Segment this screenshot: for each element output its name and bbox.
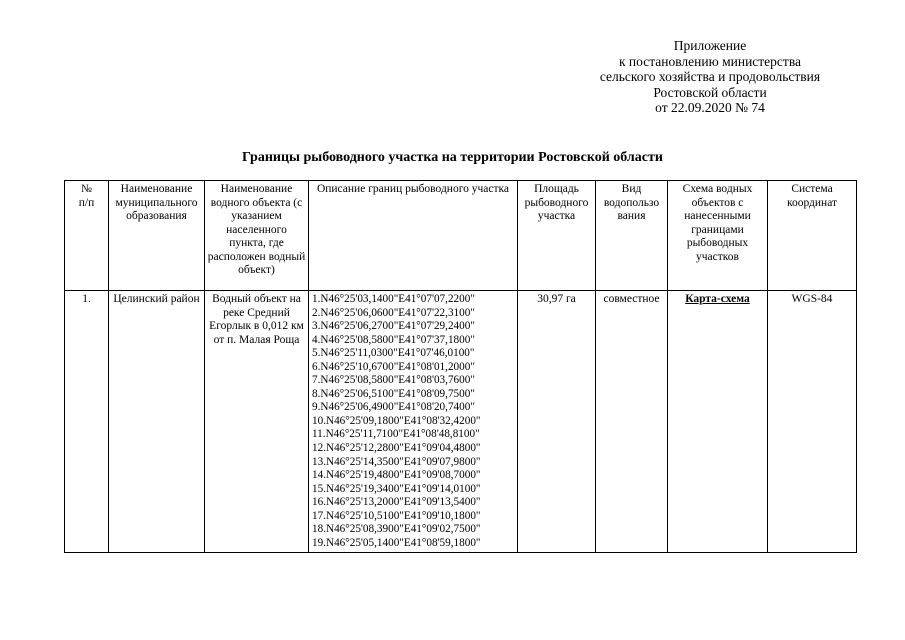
header-area: Площадь рыбоводного участка	[518, 181, 596, 291]
coordinate-line: 11.N46°25'11,7100"E41°08'48,8100"	[312, 428, 480, 441]
header-num: № п/п	[65, 181, 109, 291]
cell-coord-system: WGS-84	[768, 291, 857, 553]
appendix-line: сельского хозяйства и продовольствия	[599, 69, 821, 84]
coordinate-line: 14.N46°25'19,4800"E41°09'08,7000"	[312, 469, 481, 482]
map-scheme-link[interactable]: Карта-схема	[685, 293, 750, 305]
boundaries-table	[64, 180, 857, 553]
coordinate-line: 4.N46°25'08,5800"E41°07'37,1800"	[312, 333, 475, 346]
coordinate-line: 12.N46°25'12,2800"E41°09'04,4800"	[312, 442, 481, 455]
coordinate-line: 8.N46°25'06,5100"E41°08'09,7500"	[312, 387, 475, 400]
coordinate-line: 6.N46°25'10,6700"E41°08'01,2000"	[312, 360, 475, 373]
coordinate-line: 7.N46°25'08,5800"E41°08'03,7600"	[312, 374, 475, 387]
header-coord-system: Система координат	[768, 181, 857, 291]
coordinate-line: 10.N46°25'09,1800"E41°08'32,4200"	[312, 414, 481, 427]
appendix-date: от 22.09.2020 № 74	[655, 100, 765, 115]
appendix-line: к постановлению министерства	[618, 53, 802, 69]
coordinate-line: 9.N46°25'06,4900"E41°08'20,7400"	[312, 401, 475, 414]
header-water-body: Наименование водного объекта (с указанием населенного пункта, где расположен водный объект)	[205, 181, 309, 291]
appendix-line: Ростовской области	[653, 84, 767, 100]
header-scheme: Схема водных объектов с нанесенными границами рыбоводных участков	[668, 181, 768, 291]
cell-water-body: Водный объект на реке Средний Егорлык в 0,012 км от п. Малая Роща	[205, 291, 309, 553]
document-title: Границы рыбоводного участка на территории Ростовской области	[242, 150, 663, 165]
cell-num: 1.	[65, 291, 109, 553]
coordinate-line: 13.N46°25'14,3500"E41°09'07,9800"	[312, 455, 481, 468]
cell-scheme	[668, 291, 768, 553]
coordinate-line: 16.N46°25'13,2000"E41°09'13,5400"	[312, 496, 481, 509]
appendix-header	[560, 38, 860, 116]
coordinate-line: 1.N46°25'03,1400"E41°07'07,2200"	[312, 293, 475, 305]
coordinate-line: 5.N46°25'11,0300"E41°07'46,0100"	[312, 347, 475, 360]
appendix-line: Приложение	[673, 38, 747, 53]
header-description: Описание границ рыбоводного участка	[309, 181, 518, 291]
coordinate-line: 3.N46°25'06,2700"E41°07'29,2400"	[312, 320, 475, 333]
cell-area: 30,97 га	[518, 291, 596, 553]
table-row	[65, 291, 857, 553]
header-usage: Вид водопользо вания	[596, 181, 668, 291]
coordinate-line: 15.N46°25'19,3400"E41°09'14,0100"	[312, 482, 481, 495]
cell-coordinates	[309, 291, 518, 553]
coordinate-line: 19.N46°25'05,1400"E41°08'59,1800"	[312, 536, 481, 549]
coordinate-line: 18.N46°25'08,3900"E41°09'02,7500"	[312, 523, 481, 536]
coordinate-line: 2.N46°25'06,0600"E41°07'22,3100"	[312, 306, 475, 319]
cell-municipality: Целинский район	[109, 291, 205, 553]
cell-usage: совместное	[596, 291, 668, 553]
header-municipality: Наименование муниципального образования	[109, 181, 205, 291]
table-header-row	[65, 181, 857, 291]
coordinate-line: 17.N46°25'10,5100"E41°09'10,1800"	[312, 509, 481, 522]
